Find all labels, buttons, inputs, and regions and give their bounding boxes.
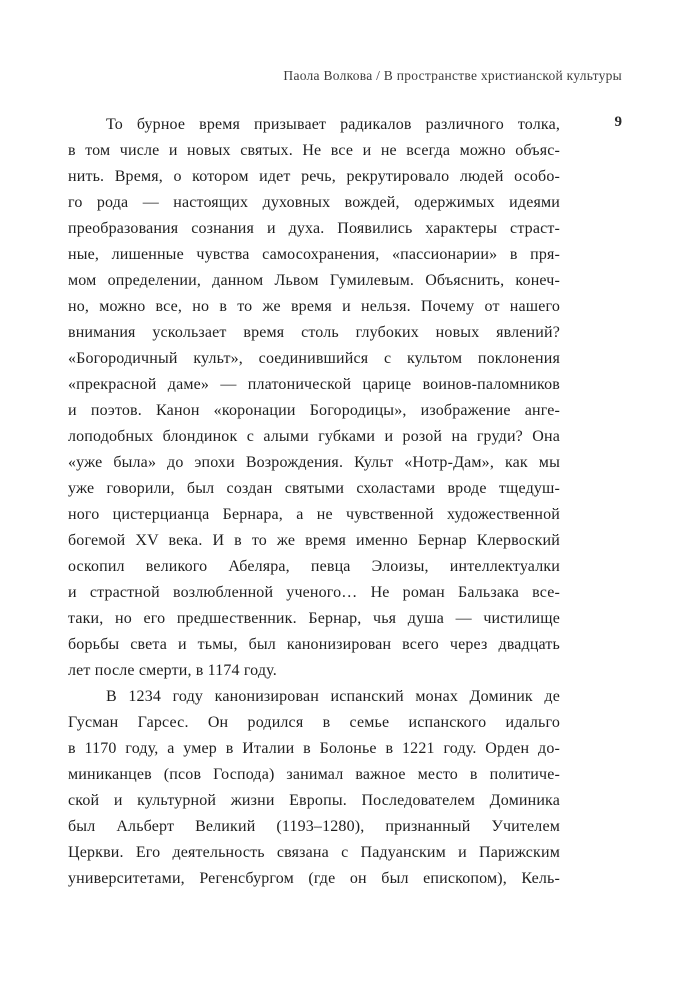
text-line: То бурное время призывает радикалов различного толка, (106, 116, 560, 133)
body-text (68, 112, 560, 892)
running-header: Паола Волкова / В пространстве христианской культуры (283, 68, 622, 83)
text-line: внимания ускользает время столь глубоких новых явлений? (68, 324, 560, 341)
text-line: ные, лишенные чувства самосохранения, «пассионарии» в пря- (68, 246, 560, 263)
text-line: ного цистерцианца Бернара, а не чувственной художественной (68, 506, 560, 523)
paragraph (68, 684, 560, 892)
text-line: богемой XV века. И в то же время именно Бернар Клервоский (68, 532, 560, 549)
text-line: но, можно все, но в то же время и нельзя. Почему от нашего (68, 298, 560, 315)
text-line: Церкви. Его деятельность связана с Падуанским и Парижским (68, 844, 560, 861)
text-line: оскопил великого Абеляра, певца Элоизы, интеллектуалки (68, 558, 560, 575)
text-line: В 1234 году канонизирован испанский монах Доминик де (106, 688, 560, 705)
text-line: уже говорили, был создан святыми схоластами вроде тщедуш- (68, 480, 560, 497)
text-line: лоподобных блондинок с алыми губками и розой на груди? Она (68, 428, 560, 445)
text-line: «прекрасной даме» — платонической царице воинов-паломников (68, 376, 560, 393)
text-line: и поэтов. Канон «коронации Богородицы», изображение анге- (68, 402, 560, 419)
text-line: в 1170 году, а умер в Италии в Болонье в 1221 году. Орден до- (68, 740, 560, 757)
text-line: преобразования сознания и духа. Появились характеры страст- (68, 220, 560, 237)
text-line: миниканцев (псов Господа) занимал важное место в политиче- (68, 766, 560, 783)
text-line: таки, но его предшественник. Бернар, чья душа — чистилище (68, 610, 560, 627)
text-line: ской и культурной жизни Европы. Последователем Доминика (68, 792, 560, 809)
text-line: го рода — настоящих духовных вождей, одержимых идеями (68, 194, 560, 211)
text-line: борьбы света и тьмы, был канонизирован всего через двадцать (68, 636, 560, 653)
text-line: «Богородичный культ», соединившийся с культом поклонения (68, 350, 560, 367)
text-line: лет после смерти, в 1174 году. (68, 662, 277, 679)
text-line: в том числе и новых святых. Не все и не всегда можно объяс- (68, 142, 560, 159)
text-line: «уже была» до эпохи Возрождения. Культ «Нотр-Дам», как мы (68, 454, 560, 471)
text-line: был Альберт Великий (1193–1280), признанный Учителем (68, 818, 560, 835)
text-line: нить. Время, о котором идет речь, рекрутировало людей особо- (68, 168, 560, 185)
text-line: университетами, Регенсбургом (где он был епископом), Кель- (68, 870, 560, 887)
paragraph (68, 112, 560, 684)
page-number: 9 (614, 114, 622, 130)
text-line: и страстной возлюбленной ученого… Не роман Бальзака все- (68, 584, 560, 601)
text-line: мом определении, данном Львом Гумилевым. Объяснить, конеч- (68, 272, 560, 289)
text-line: Гусман Гарсес. Он родился в семье испанского идальго (68, 714, 560, 731)
